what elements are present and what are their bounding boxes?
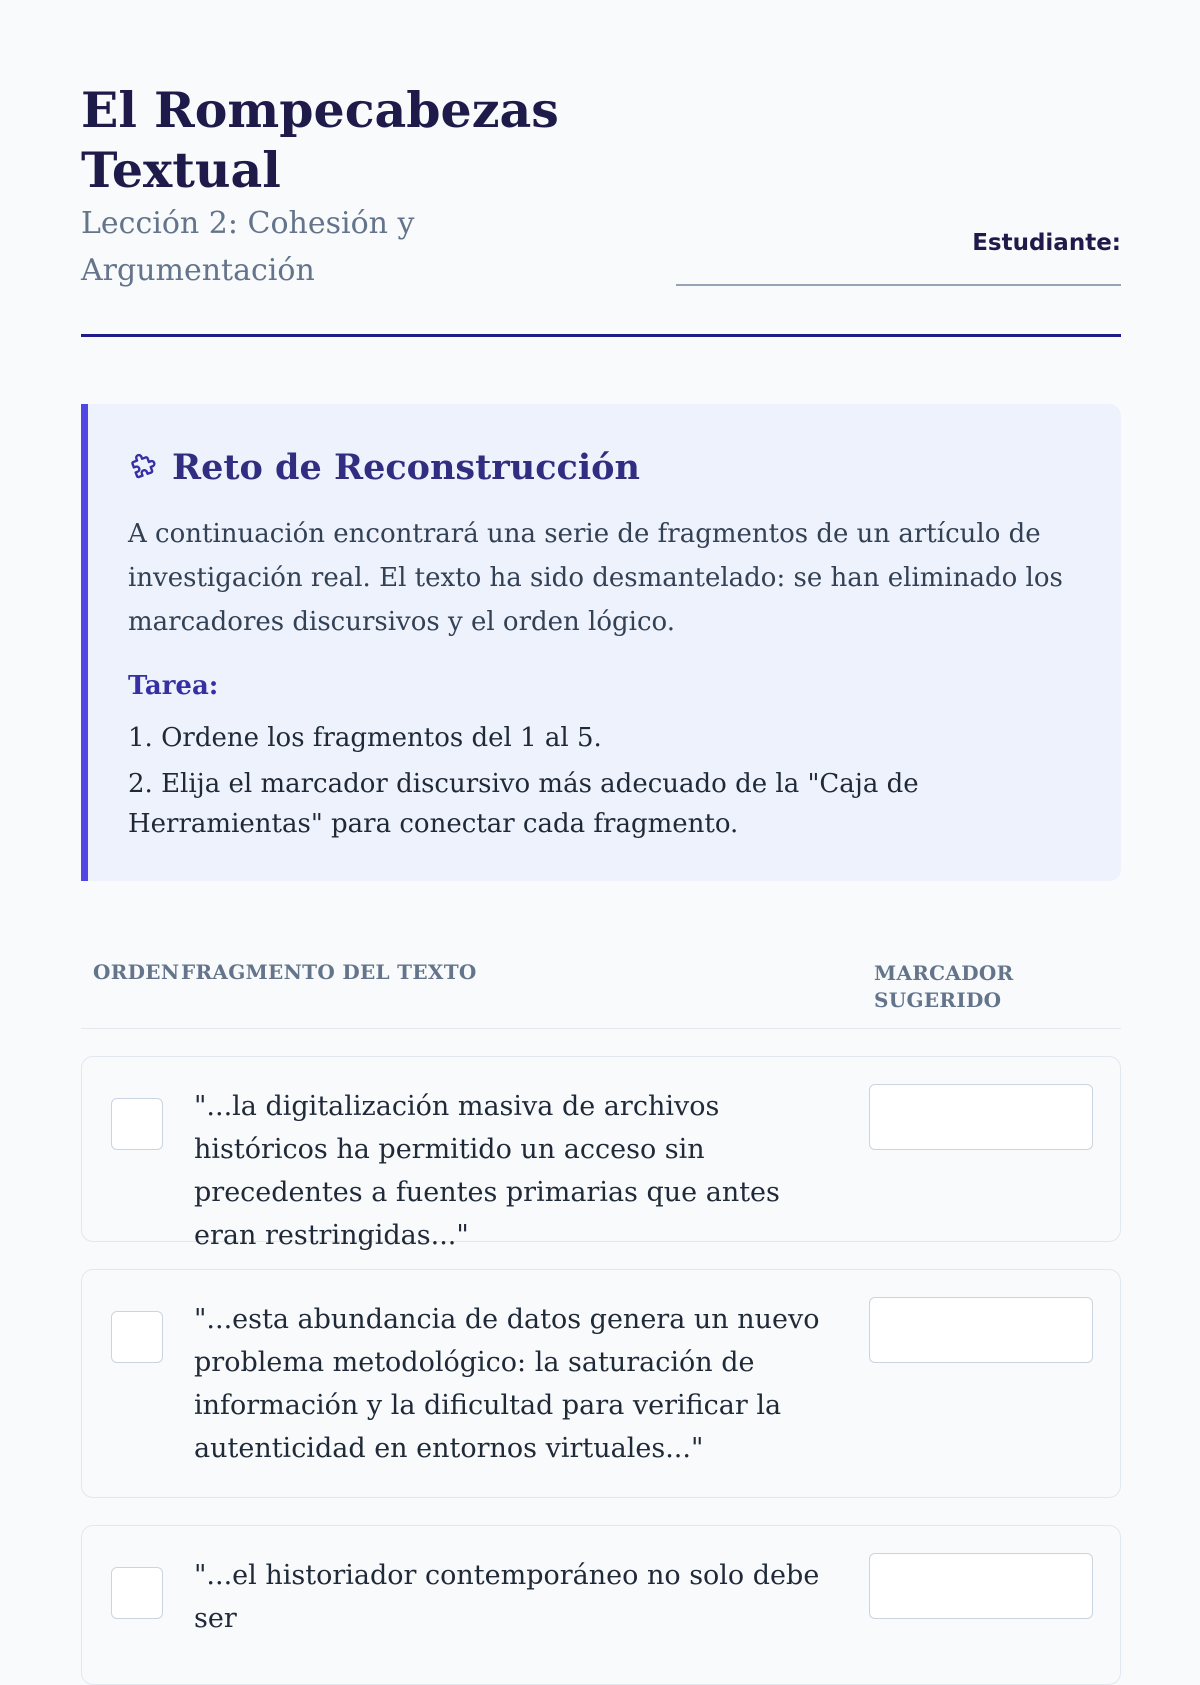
worksheet-page: [81, 0, 1121, 1634]
task-list: [128, 718, 1081, 844]
order-input[interactable]: [111, 1567, 163, 1619]
student-name-line[interactable]: [676, 270, 1121, 286]
lesson-subtitle: Lección 2: Cohesión y Argumentación: [81, 206, 415, 288]
order-input[interactable]: [111, 1311, 163, 1363]
table-header: [81, 956, 1121, 1029]
column-header-marker: MARCADOR SUGERIDO: [874, 961, 1014, 1012]
table-row: [81, 1269, 1121, 1498]
order-input[interactable]: [111, 1098, 163, 1150]
task-item: 1. Ordene los fragmentos del 1 al 5.: [128, 723, 602, 753]
column-header-order: ORDEN: [93, 960, 180, 984]
table-row: [81, 1525, 1121, 1685]
puzzle-icon: [128, 452, 160, 484]
fragment-text: "...esta abundancia de datos genera un nuevo problema metodológico: la saturación de información y la dificultad para verificar la autenticidad en entornos virtuales...": [194, 1304, 820, 1464]
worksheet-header: [81, 0, 1121, 337]
student-field: [661, 228, 1121, 286]
page-title: El Rompecabezas Textual: [81, 81, 559, 199]
column-header-fragment: FRAGMENTO DEL TEXTO: [181, 960, 477, 984]
task-item: 2. Elija el marcador discursivo más adecuado de la "Caja de Herramientas" para conectar cada fragmento.: [128, 769, 919, 839]
table-row: [81, 1056, 1121, 1251]
instructions-box: [81, 404, 1121, 881]
instructions-heading: [128, 442, 1081, 494]
instructions-title: Reto de Reconstrucción: [172, 447, 640, 488]
fragment-text: "...el historiador contemporáneo no solo debe ser: [194, 1560, 820, 1634]
student-label: Estudiante:: [972, 230, 1121, 256]
fragment-text: "...la digitalización masiva de archivos históricos ha permitido un acceso sin precedentes a fuentes primarias que antes eran restringidas...": [194, 1091, 780, 1251]
marker-input[interactable]: [869, 1553, 1093, 1619]
marker-input[interactable]: [869, 1297, 1093, 1363]
instructions-text: A continuación encontrará una serie de fragmentos de un artículo de investigación real. El texto ha sido desmantelado: se han eliminado los marcadores discursivos y el orden lógico.: [128, 519, 1063, 637]
task-label: Tarea:: [128, 671, 219, 701]
marker-input[interactable]: [869, 1084, 1093, 1150]
